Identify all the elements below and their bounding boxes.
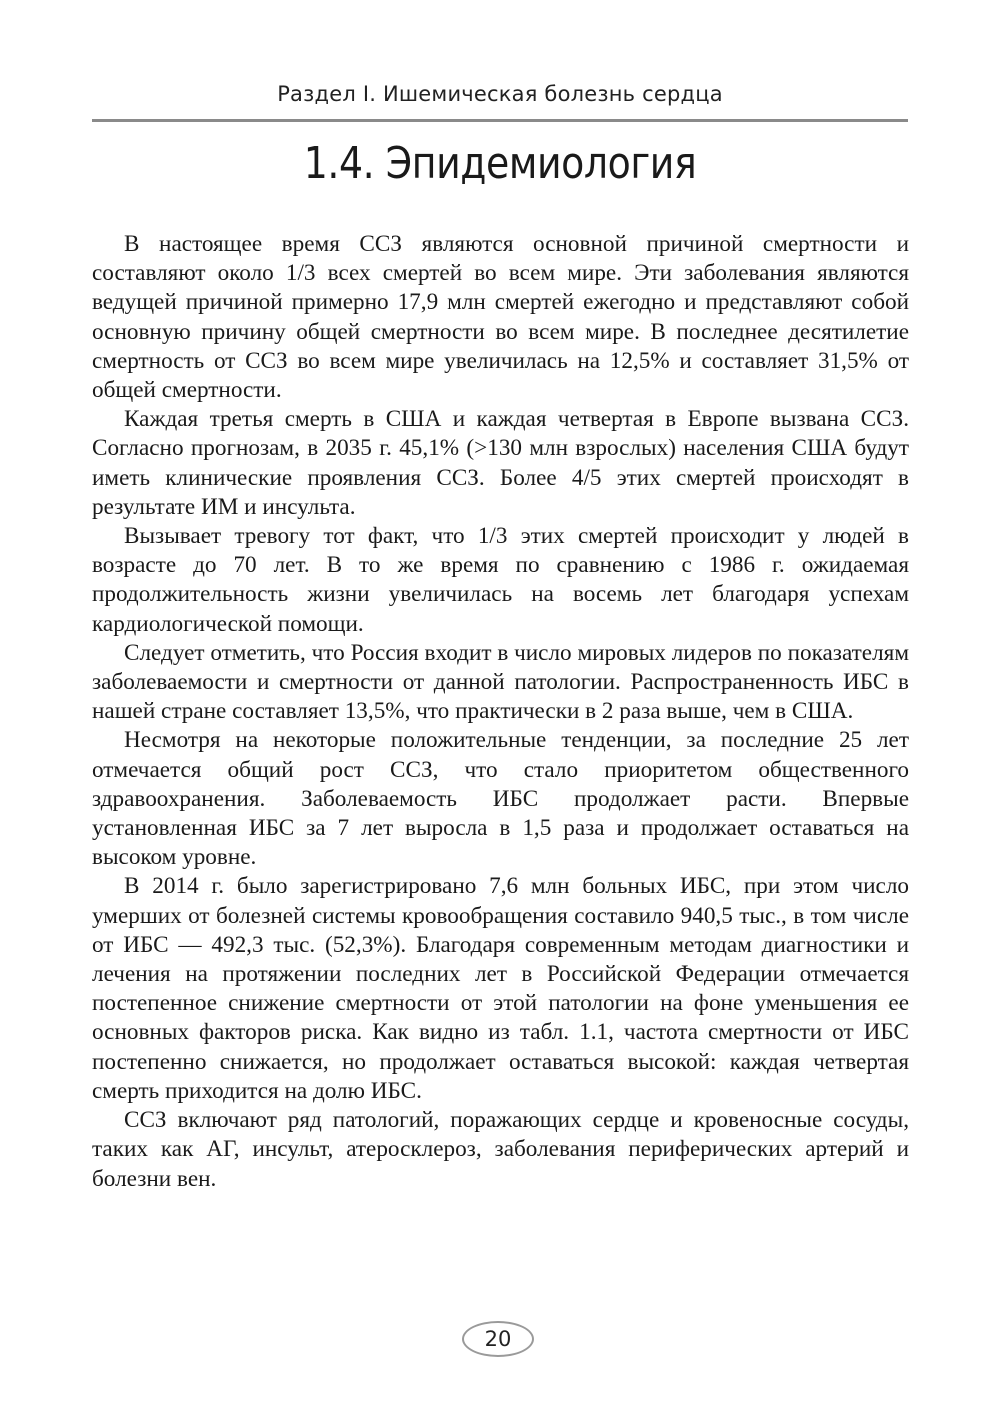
page-number: 20 — [462, 1321, 534, 1357]
body-text — [92, 230, 909, 1194]
paragraph: В настоящее время ССЗ являются основной причиной смертности и составляют около 1/3 всех смертей во всем мире. Эти заболевания являются ведущей причиной примерно 17,9 млн смертей ежегодно и представляют собой основную причину общей смертности во всем мире. В последнее десятилетие смертность от ССЗ во всем мире увеличилась на 12,5% и составляет 31,5% от общей смертности. — [92, 231, 909, 404]
paragraph: В 2014 г. было зарегистрировано 7,6 млн больных ИБС, при этом число умерших от болезней системы кровообращения составило 940,5 тыс., в том числе от ИБС — 492,3 тыс. (52,3%). Благодаря современным методам диагностики и лечения на протяжении последних лет в Российской Федерации отмечается постепенное снижение смертности от этой патологии на фоне уменьшения ее основных факторов риска. Как видно из табл. 1.1, частота смертности от ИБС постепенно снижается, но продолжает оставаться высокой: каждая четвертая смерть приходится на долю ИБС. — [92, 873, 909, 1104]
running-header: Раздел I. Ишемическая болезнь сердца — [277, 82, 723, 106]
paragraph: Несмотря на некоторые положительные тенденции, за последние 25 лет отмечается общий рост ССЗ, что стало приоритетом общественного здравоохранения. Заболеваемость ИБС продолжает расти. Впервые установленная ИБС за 7 лет выросла в 1,5 раза и продолжает оставаться на высоком уровне. — [92, 727, 909, 871]
header-rule — [92, 119, 908, 122]
paragraph: ССЗ включают ряд патологий, поражающих сердце и кровеносные сосуды, таких как АГ, инсульт, атеросклероз, заболевания периферических артерий и болезни вен. — [92, 1107, 909, 1192]
section-title: 1.4. Эпидемиология — [303, 138, 697, 189]
paragraph: Вызывает тревогу тот факт, что 1/3 этих смертей происходит у людей в возрасте до 70 лет. В то же время по сравнению с 1986 г. ожидаемая продолжительность жизни увеличилась на восемь лет благодаря успехам кардиологической помощи. — [92, 523, 909, 637]
paragraph: Следует отметить, что Россия входит в число мировых лидеров по показателям заболеваемости и смертности от данной патологии. Распространенность ИБС в нашей стране составляет 13,5%, что практически в 2 раза выше, чем в США. — [92, 639, 909, 725]
paragraph: Каждая третья смерть в США и каждая четвертая в Европе вызвана ССЗ. Согласно прогнозам, в 2035 г. 45,1% (>130 млн взрослых) населения США будут иметь клинические проявления ССЗ. Более 4/5 этих смертей происходят в результате ИМ и инсульта. — [92, 406, 909, 520]
